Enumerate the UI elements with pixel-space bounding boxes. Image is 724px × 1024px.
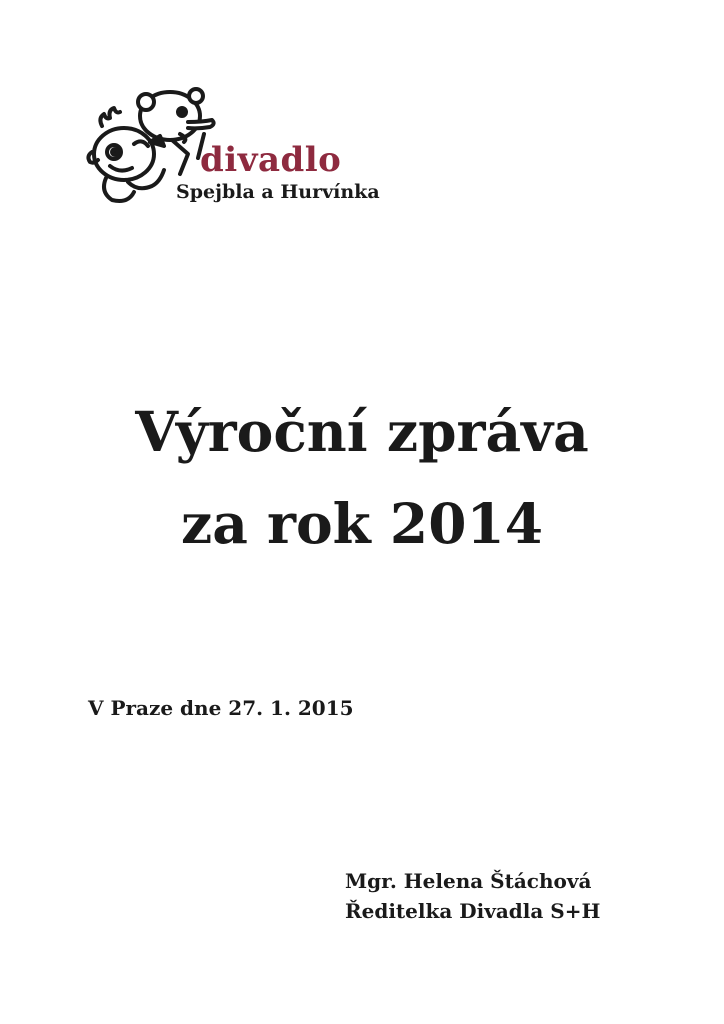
logo-word-divadlo: divadlo <box>200 140 342 180</box>
theatre-logo <box>84 82 444 210</box>
signature-block <box>345 866 600 926</box>
title-line-2: za rok 2014 <box>180 491 543 556</box>
title-line-1: Výroční zpráva <box>135 399 589 464</box>
logo-subtitle: Spejbla a Hurvínka <box>176 181 380 203</box>
place-and-date: V Praze dne 27. 1. 2015 <box>88 696 354 720</box>
signatory-name: Mgr. Helena Štáchová <box>345 869 592 893</box>
document-title <box>0 386 724 570</box>
signatory-role: Ředitelka Divadla S+H <box>345 899 601 923</box>
